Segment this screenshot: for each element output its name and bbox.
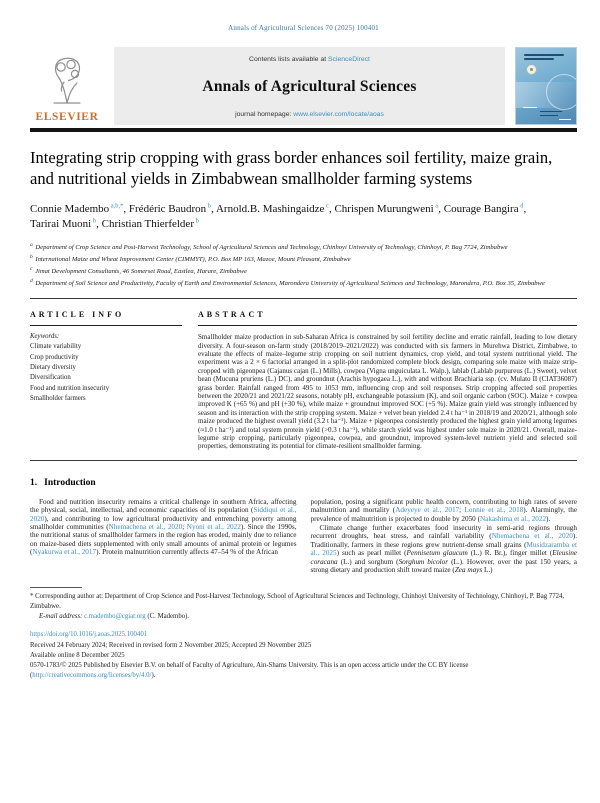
journal-homepage-line: [120, 111, 499, 118]
affiliation-divider: [30, 298, 577, 299]
affiliation-marker: c: [30, 266, 33, 273]
elsevier-tree-icon: [44, 47, 90, 112]
affiliation-line: [30, 241, 577, 253]
abstract-bottom-divider: [30, 460, 577, 461]
inline-link[interactable]: http://creativecommons.org/licenses/by/4.0/: [32, 672, 152, 680]
text-segment: (L.). However, over the past 150 years, a strong dietary and production shift toward maize (: [310, 557, 577, 575]
text-segment: ).: [546, 514, 551, 523]
affiliation-text: Department of Soil Science and Productivity, Faculty of Earth and Environmental Sciences, Marondera University of Agricultural Sciences and Technology, Marondera, P.O. Box 35, Zimbabwe: [33, 280, 545, 288]
text-segment: * Corresponding author at: Department of Crop Science and Post-Harvest Technology, School of Agricultural Sciences and Technology, Chinhoyi University of Technology, Chinhoyi, P. Bag 7724, Zimbabwe.: [30, 593, 565, 611]
abstract-column: [198, 310, 577, 450]
affiliation-line: [30, 265, 577, 277]
text-segment: ). Protein malnutrition currently affects 47–54 % of the African: [96, 548, 278, 557]
keywords-label: Keywords:: [30, 333, 60, 341]
author-affiliation-marker[interactable]: b: [193, 217, 199, 225]
text-segment: Climate change further exacerbates food insecurity in semi-arid regions through recurrent droughts, heat stress, and rainfall variability (: [310, 523, 577, 541]
cover-title-bar: [524, 58, 554, 60]
author-name: Tarirai Muoni: [30, 218, 92, 231]
section-label: Introduction: [44, 477, 96, 488]
affiliation-marker: b: [30, 253, 33, 260]
author-name: Connie Madembo: [30, 203, 110, 216]
text-segment: ), and contributing to low agricultural productivity and entrenching poverty among smallholder communities (: [30, 514, 297, 531]
keyword-item: Food and nutrition insecurity: [30, 384, 110, 392]
text-segment: (C. Madembo).: [145, 612, 190, 620]
cover-text-line: [523, 107, 537, 109]
keyword-item: Crop productivity: [30, 353, 79, 361]
body-text-columns: [30, 498, 577, 575]
body-column-right: [311, 498, 578, 575]
body-paragraph: [30, 498, 297, 557]
cover-seal-emblem: [526, 64, 537, 75]
text-segment: ;: [182, 522, 187, 531]
journal-title: Annals of Agricultural Sciences: [202, 78, 417, 95]
inline-link[interactable]: Nyakurwa et al., 2017: [32, 548, 97, 557]
journal-cover-thumbnail: [515, 47, 577, 125]
author-affiliation-marker[interactable]: c: [324, 202, 329, 210]
inline-link[interactable]: Nyoni et al., 2022: [186, 522, 241, 531]
section-number: 1.: [30, 477, 38, 488]
author-affiliation-marker[interactable]: a: [433, 202, 439, 210]
author-affiliation-marker[interactable]: b: [206, 202, 212, 210]
text-segment: E-mail address:: [39, 612, 85, 620]
inline-link[interactable]: www.elsevier.com/locate/aoas: [293, 111, 384, 118]
text-segment: Pennisetum glaucum: [406, 549, 468, 558]
keyword-item: Dietary diversity: [30, 363, 76, 371]
author-line: Connie Madembo $^{a,b,*}$, Frédéric Baudron $^b$, Arnold.B. Mashingaidze $^c$, Chrispen Murungweni $^a$, Courage Bangira $^d$, Tarirai Muoni $^b$, Christian Thierfelder $^b$: [30, 202, 527, 231]
publication-footer: [30, 630, 577, 681]
abstract-text: Smallholder maize production in sub-Saharan Africa is constrained by soil fertility decline and erratic rainfall, leading to low dietary diversity. A four-season on-farm study (2018/2019–2021/2022) was conducted with six farmers in Murehwa District, Zimbabwe, to evaluate the effects of maize–legume strip cropping on soil nutrient dynamics, crop yield, and total system nutritional yield. The experiment was a 2 × 6 factorial arranged in a split-plot randomized complete block design, comparing sole maize with maize strip-cropped with pigeonpea (Cajanus cajan (L.) Mills), cowpea (Vigna unguiculata L. Walp.), lablab (Lablab purpureus (L.) Sweet), velvet bean (Mucuna pruriens (L.) DC), and groundnut (Arachis hypogaea L.), with and without Brachiaria ssp. (cv. Mulato II (CIAT36087) grass border. Rainfall ranged from 495 to 1053 mm, influencing crop and soil responses. Strip cropping affected soil properties between the 2020/21 and 2021/22 seasons, notably pH, exchangeable potassium (K), and soil organic carbon (SOC). Maize + cowpea improved K (+65 %) and pH (+30 %), while maize + groundnut improved SOC (+5 %). Maize grain yield was strongly influenced by season and its interaction with the strip cropping system. Maize + velvet bean yielded 2.4 t ha⁻¹ in 2018/19 and 2020/21, although sole maize produced the highest overall yield (3.2 t ha⁻¹). Maize + pigeonpea consistently produced the highest grain yield among legumes (≈1.0 t ha⁻¹) and total system protein yield (>0.3 t ha⁻¹), while starch yield was highest under sole maize in 2020/21. Overall, maize-legume strip cropping, particularly pigeonpea, cowpea, and groundnut, improved system-level nutrient yield and selected soil properties, demonstrating its potential for climate-resilient smallholder farming.: [198, 333, 577, 451]
text-segment: Eleusine coracana: [310, 549, 577, 566]
author-name: Christian Thierfelder: [101, 218, 194, 231]
inline-link[interactable]: Nhemachena et al., 2020: [108, 522, 183, 531]
inline-link[interactable]: Nakashima et al., 2022: [479, 514, 547, 523]
inline-link[interactable]: Lonnie et al., 2018: [464, 506, 524, 515]
inline-link[interactable]: Adeyeye et al., 2017: [395, 506, 460, 515]
text-segment: L.): [482, 566, 493, 575]
author-name: Chrispen Murungweni: [334, 203, 434, 216]
text-segment: Sorghum bicolor: [398, 557, 449, 566]
keywords-list: [30, 342, 182, 404]
text-segment: ). Since the 1990s, the nutritional status of smallholder farmers in the region has eroded, mainly due to reliance on maize-based diets supplemented with only small amounts of animal protein or legumes (: [30, 522, 297, 557]
author-affiliation-marker[interactable]: a,b,*: [109, 202, 124, 210]
article-title: Integrating strip cropping with grass border enhances soil fertility, maize grain, and nutritional yields in Zimbabwean smallholder farming systems: [30, 148, 553, 189]
text-segment: ). Alarmingly, the prevalence of malnutrition is projected to double by 2050 (: [310, 506, 578, 523]
affiliation-text: Jimat Development Consultants, 46 Somerset Road, Eastlea, Harare, Zimbabwe: [33, 268, 247, 276]
abstract-heading: ABSTRACT: [198, 310, 266, 320]
text-segment: ;: [459, 506, 465, 515]
article-info-column: [30, 310, 182, 450]
text-segment: Food and nutrition insecurity remains a critical challenge in southern Africa, affecting the physical, social, intellectual, and economic capacities of its population (: [30, 497, 297, 515]
inline-link[interactable]: c.madembo@cgiar.org: [84, 612, 146, 620]
issn-license-line: [30, 661, 577, 681]
author-affiliation-marker[interactable]: b: [91, 217, 97, 225]
affiliation-line: [30, 253, 577, 265]
body-column-left: [30, 498, 297, 575]
available-online-line: Available online 8 December 2025: [30, 651, 125, 659]
cover-title-bar: [524, 54, 564, 56]
affiliation-line: [30, 277, 577, 289]
affiliation-text: International Maize and Wheat Improvement Center (CIMMYT), P.O. Box MP 163, Mazoe, Mount Pleasant, Zimbabwe: [33, 256, 351, 264]
body-paragraph: [311, 498, 578, 523]
footnote-block: [30, 587, 577, 621]
article-info-rule: [30, 325, 182, 326]
author-name: Frédéric Baudron: [128, 203, 207, 216]
text-segment: ). Traditionally, farmers in these regions grew nutrient-dense small grains (: [310, 532, 577, 549]
text-segment: ) such as pearl millet (: [336, 549, 407, 558]
section-heading-introduction: [30, 478, 577, 488]
text-segment: ).: [151, 672, 156, 680]
text-segment: (L.) R. Br.), finger millet (: [467, 549, 553, 558]
elsevier-wordmark: ELSEVIER: [35, 110, 99, 123]
corresponding-author-note: [30, 592, 577, 611]
cover-text-line: [540, 111, 562, 113]
doi-link[interactable]: https://doi.org/10.1016/j.aoas.2025.100401: [30, 631, 148, 639]
body-paragraph: [311, 524, 578, 575]
author-name: Arnold.B. Mashingaidze: [215, 203, 325, 216]
affiliation-marker: a: [30, 241, 33, 248]
meta-section: [30, 310, 577, 450]
text-segment: Contents lists available at: [249, 56, 329, 63]
author-name: Courage Bangira: [443, 203, 519, 216]
header-divider-bar: [30, 128, 577, 132]
affiliation-marker: d: [30, 278, 33, 285]
journal-reference: Annals of Agricultural Sciences 70 (2025) 100401: [228, 24, 379, 32]
keyword-item: Smallholder farmers: [30, 394, 86, 402]
text-segment: journal homepage:: [235, 111, 294, 118]
journal-masthead: [114, 47, 505, 125]
affiliations: [30, 241, 577, 289]
email-line: [39, 612, 577, 622]
cover-text-line: [540, 115, 558, 117]
affiliation-text: Department of Crop Science and Post-Harvest Technology, School of Agricultural Sciences and Technology, Chinhoyi University of Technology, Chinhoyi, P. Bag 7724, Zimbabwe: [33, 244, 508, 252]
abstract-rule: [198, 325, 577, 326]
text-segment: 0570-1783/© 2025 Published by Elsevier B.V. on behalf of Faculty of Agriculture, Ain-Shams University. This is an open access article under the CC BY license (: [30, 661, 469, 680]
author-affiliation-marker[interactable]: d: [518, 202, 524, 210]
contents-list-line: [120, 56, 499, 63]
text-segment: (L.) and sorghum (: [337, 557, 399, 566]
inline-link[interactable]: ScienceDirect: [328, 56, 370, 63]
footnote-rule: [30, 587, 82, 588]
elsevier-logo: [30, 47, 104, 125]
journal-banner: [30, 47, 577, 125]
cover-band: [516, 82, 576, 108]
article-info-heading: ARTICLE INFO: [30, 310, 125, 320]
keyword-item: Climate variability: [30, 343, 82, 351]
cover-text-line: [559, 119, 571, 121]
inline-link[interactable]: Musidzaramba et al., 2025: [310, 540, 577, 558]
keyword-item: Diversification: [30, 374, 71, 382]
text-segment: Zea mays: [454, 566, 483, 575]
inline-link[interactable]: Nhemachena et al., 2020: [491, 532, 573, 541]
inline-link[interactable]: Siddiqui et al., 2020: [30, 506, 297, 523]
received-dates-line: Received 24 February 2024; Received in revised form 2 November 2025; Accepted 29 November 2025: [30, 641, 312, 649]
text-segment: population, posing a significant public health concern, contributing to high rates of severe malnutrition and mortality (: [310, 497, 577, 515]
